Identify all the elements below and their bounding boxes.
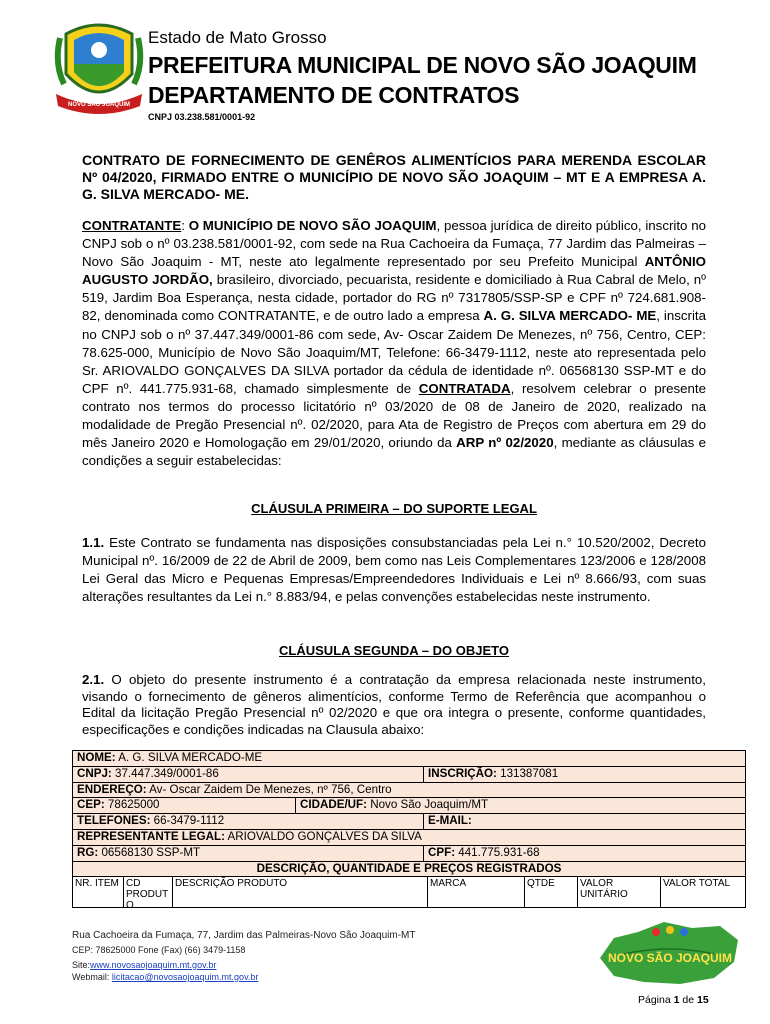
contract-title: CONTRATO DE FORNECIMENTO DE GENÊROS ALIMENTÍCIOS PARA MERENDA ESCOLAR Nº 04/2020, FIRMADO ENTRE O MUNICÍPIO DE NOVO SÃO JOAQUIM – MT E A EMPRESA A. G. SILVA MERCADO- ME. [82, 152, 706, 202]
supplier-table [72, 750, 746, 908]
table-row [73, 846, 745, 862]
cpf-cell [423, 846, 745, 861]
representante-value: ARIOVALDO GONÇALVES DA SILVA [224, 829, 422, 843]
p1-text-1: , pessoa jurídica de direito público, inscrito no CNPJ sob o nº 03.238.581/0001-92, com sede na Rua Cachoeira da Fumaça, 77 Jardim das Palmeiras – Novo São Joaquim - MT, neste ato legalmente representado por seu Prefeito Municipal [82, 218, 706, 270]
cep-value: 78625000 [104, 798, 160, 812]
representante-label: REPRESENTANTE LEGAL: [77, 829, 225, 843]
inscricao-cell [423, 767, 745, 782]
table-section-heading [73, 862, 745, 878]
empresa-name: A. G. SILVA MERCADO- ME [483, 308, 657, 324]
page-current: 1 [673, 994, 680, 1006]
endereco-value: Av- Oscar Zaidem De Menezes, nº 756, Centro [146, 782, 392, 796]
cnpj-label: CNPJ: [77, 766, 112, 780]
p1-text-3: , inscrita no CNPJ sob o nº 37.447.349/0001-86 com sede, Av- Oscar Zaidem De Menezes, nº 756, Centro, CEP: 78.625-000, Município de Novo São Joaquim/MT, Telefone: 66-3479-1112, neste ato representada pelo Sr. ARIOVALDO GONÇALVES DA SILVA portador da cédula de identidade nº. 06568130 SSP-MT e do CPF nº. 441.775.931-68, chamado simplesmente de [82, 308, 707, 396]
cidade-cell [295, 798, 745, 813]
table-column-headers [73, 877, 745, 907]
rg-value: 06568130 SSP-MT [98, 845, 201, 859]
item-number: 1.1. [82, 535, 105, 550]
email-cell [423, 814, 745, 829]
p1-text-5: , mediante as cláusulas e condições a seguir estabelecidas: [82, 435, 706, 469]
column-header: QTDE [524, 877, 577, 907]
column-header: MARCA [427, 877, 524, 907]
p1-text-4: , resolvem celebrar o presente contrato nos termos do processo licitatório nº 03/2020 de 08 de Janeiro de 2020, realizado na modalidade de Pregão Presencial nº. 02/2020, para Ata de Registro de Preços com abertura em 29 do mês Janeiro 2020 e Homologação em 29/01/2020, oriundo da [82, 380, 706, 451]
cidade-label: CIDADE/UF: [300, 798, 367, 812]
page-total: 15 [696, 994, 709, 1006]
contratada-label: CONTRATADA [418, 380, 511, 396]
cpf-label: CPF: [428, 845, 456, 859]
municipal-logo-icon [594, 918, 744, 988]
column-header: NR. ITEM [75, 878, 119, 890]
column-header: VALOR TOTAL [660, 877, 745, 907]
municipal-crest-icon [54, 14, 144, 118]
footer-site [72, 960, 216, 970]
telefones-cell [73, 814, 423, 829]
endereco-label: ENDEREÇO: [77, 782, 147, 796]
nome-cell [73, 751, 745, 766]
webmail-link[interactable]: licitacao@novosaojoaquim.mt.gov.br [111, 972, 259, 982]
table-row [73, 814, 745, 830]
arp-number: ARP nº 02/2020 [456, 435, 554, 451]
clause-primeira-heading: CLÁUSULA PRIMEIRA – DO SUPORTE LEGAL [251, 501, 537, 516]
header-prefeitura: PREFEITURA MUNICIPAL DE NOVO SÃO JOAQUIM [148, 52, 697, 78]
column-header: DESCRIÇÃO PRODUTO [172, 877, 427, 907]
paragraph-1-1 [82, 534, 706, 606]
telefones-label: TELEFONES: [77, 814, 151, 828]
footer-webmail [72, 972, 258, 982]
page-prefix: Página [638, 994, 674, 1006]
header-departamento: DEPARTAMENTO DE CONTRATOS [148, 82, 520, 108]
cnpj-value: 37.447.349/0001-86 [111, 766, 219, 780]
footer-address: Rua Cachoeira da Fumaça, 77, Jardim das Palmeiras-Novo São Joaquim-MT [72, 930, 416, 941]
paragraph-2-1 [82, 672, 706, 738]
table-row [73, 830, 745, 846]
header-state: Estado de Mato Grosso [148, 28, 327, 47]
column-header: CD PRODUT O [123, 877, 172, 907]
page-of: de [679, 994, 697, 1006]
endereco-cell [73, 783, 745, 798]
p1-text-2: brasileiro, divorciado, pecuarista, residente e domiciliado à Rua Cabral de Melo, nº 519, Jardim Boa Esperança, nesta cidade, portador do RG nº 7317805/SSP-SP e CPF nº 724.681.908-82, denominada como CONTRATANTE, e de outro lado a empresa [82, 272, 706, 324]
paragraph-contratante: CONTRATANTE: O MUNICÍPIO DE NOVO SÃO JOAQUIM, pessoa jurídica de direito público, inscrito no CNPJ sob o nº 03.238.581/0001-92, com sede na Rua Cachoeira da Fumaça, 77 Jardim das Palmeiras – Novo São Joaquim - MT, neste ato legalmente representado por seu Prefeito Municipal ANTÔNIO AUGUSTO JORDÃO, brasileiro, divorciado, pecuarista, residente e domiciliado à Rua Cabral de Melo, nº 519, Jardim Boa Esperança, nesta cidade, portador do RG nº 7317805/SSP-SP e CPF nº 724.681.908-82, denominada como CONTRATANTE, e de outro lado a empresa A. G. SILVA MERCADO- ME, inscrita no CNPJ sob o nº 37.447.349/0001-86 com sede, Av- Oscar Zaidem De Menezes, nº 756, Centro, CEP: 78.625-000, Município de Novo São Joaquim/MT, Telefone: 66-3479-1112, neste ato representada pelo Sr. ARIOVALDO GONÇALVES DA SILVA portador da cédula de identidade nº. 06568130 SSP-MT e do CPF nº. 441.775.931-68, chamado simplesmente de CONTRATADA, resolvem celebrar o presente contrato nos termos do processo licitatório nº 03/2020 de 08 de Janeiro de 2020, realizado na modalidade de Pregão Presencial nº. 02/2020, para Ata de Registro de Preços com abertura em 29 do mês Janeiro 2020 e Homologação em 29/01/2020, oriundo da ARP nº 02/2020, mediante as cláusulas e condições a seguir estabelecidas: [82, 218, 707, 469]
contratante-label: CONTRATANTE [82, 218, 182, 233]
inscricao-label: INSCRIÇÃO: [428, 766, 497, 780]
nome-value: A. G. SILVA MERCADO-ME [115, 751, 263, 764]
email-label: E-MAIL: [428, 814, 472, 828]
paragraph-text: Este Contrato se fundamenta nas disposições consubstanciadas pela Lei n.° 10.520/2002, Decreto Municipal nº. 16/2009 de 22 de Abril de 2009, bem como nas Leis Complementares 123/2006 e 128/2008 Lei Geral das Micro e Pequenas Empresas/Empreendedores Individuais e Lei nº 8.666/93, com suas alterações resultantes da Lei n.° 8.883/94, e pelas convenções estabelecidas neste instrumento. [82, 535, 706, 605]
column-header: VALOR UNITÁRIO [577, 877, 660, 907]
cep-label: CEP: [77, 798, 105, 812]
section-heading-text: DESCRIÇÃO, QUANTIDADE E PREÇOS REGISTRADOS [256, 861, 562, 875]
item-number: 2.1. [82, 672, 105, 687]
table-row [73, 767, 745, 783]
cpf-value: 441.775.931-68 [455, 845, 540, 859]
webmail-label: Webmail: [72, 972, 112, 982]
site-label: Site: [72, 960, 91, 970]
header-cnpj: CNPJ 03.238.581/0001-92 [148, 112, 256, 122]
rg-label: RG: [77, 845, 99, 859]
clause-segunda-heading: CLÁUSULA SEGUNDA – DO OBJETO [279, 643, 509, 658]
crest-ribbon-text: NOVO SÃO JOAQUIM [67, 102, 131, 108]
paragraph-text: O objeto do presente instrumento é a contratação da empresa relacionada neste instrumento, visando o fornecimento de gêneros alimentícios, conforme Termo de Referência que acompanhou o Edital da licitação Pregão Presencial nº 02/2020 e que ora integra o presente, conforme quantidades, especificações e condições indicadas na Clausula abaixo: [82, 672, 706, 737]
footer-cep-fone: CEP: 78625000 Fone (Fax) (66) 3479-1158 [72, 945, 246, 955]
telefones-value: 66-3479-1112 [150, 814, 225, 828]
site-link[interactable]: www.novosaojoaquim.mt.gov.br [90, 960, 217, 970]
representante-cell [73, 830, 745, 845]
table-row [73, 751, 745, 767]
municipio-name: O MUNICÍPIO DE NOVO SÃO JOAQUIM [188, 218, 437, 233]
cep-cell [73, 798, 295, 813]
inscricao-value: 131387081 [496, 766, 559, 780]
table-row [73, 783, 745, 799]
table-row [73, 798, 745, 814]
cidade-value: Novo São Joaquim/MT [366, 798, 489, 812]
logo-text: NOVO SÃO JOAQUIM [607, 951, 733, 965]
page-number [638, 994, 709, 1006]
prefeito-name: ANTÔNIO AUGUSTO JORDÃO, [82, 254, 706, 288]
nome-label: NOME: [77, 751, 116, 764]
cnpj-cell [73, 767, 423, 782]
rg-cell [73, 846, 423, 861]
